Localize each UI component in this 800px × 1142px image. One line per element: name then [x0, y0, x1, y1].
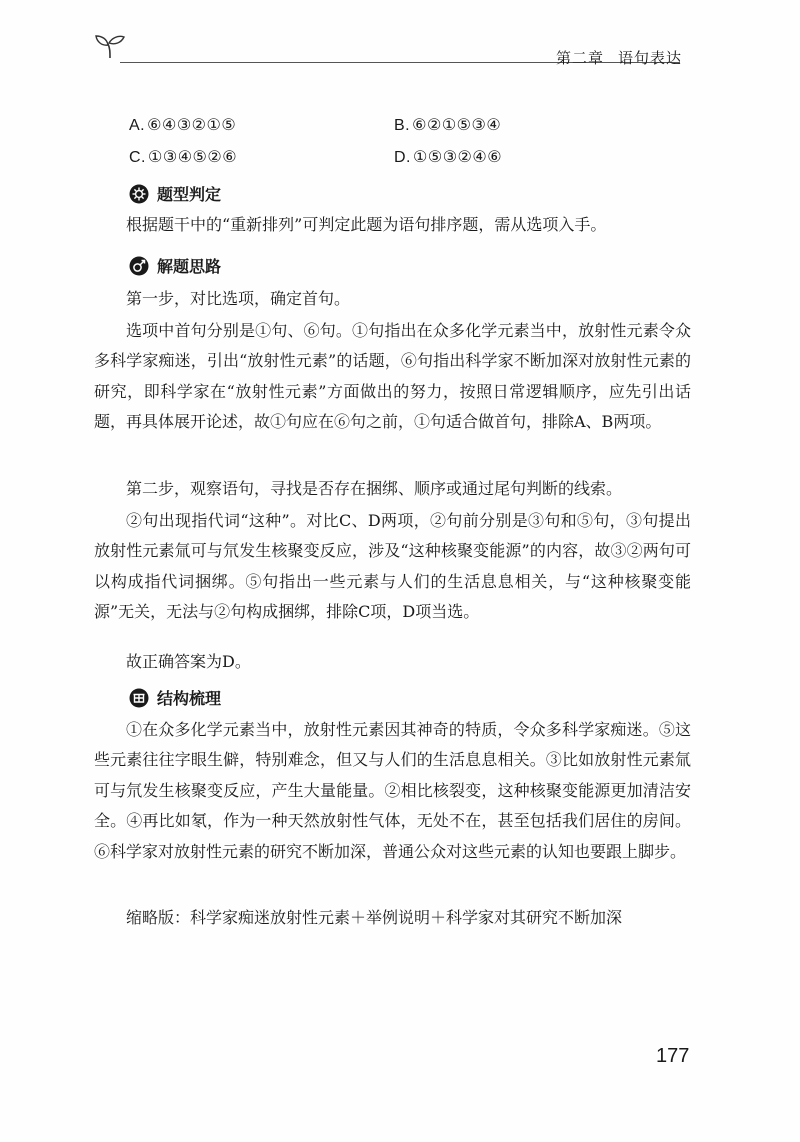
section-title: 题型判定 — [157, 185, 222, 204]
solution-paragraph: ②句出现指代词“这种”。对比C、D两项，②句前分别是③句和⑤句，③句提出放射性元素氚可与氘发生核聚变反应，涉及“这种核聚变能源”的内容，故③②两句可以构成指代词捆绑。⑤句指出一些元素与人们的生活息息相关，与“这种核聚变能源”无关，无法与②句构成捆绑，排除C项，D项当选。 — [94, 511, 691, 622]
option-value: ⑥②①⑤③④ — [412, 115, 502, 134]
option-label: B. — [394, 117, 411, 134]
structure-summary: 缩略版：科学家痴迷放射性元素＋举例说明＋科学家对其研究不断加深 — [126, 908, 623, 927]
section-heading-structure — [129, 686, 221, 709]
section-heading-type-judgment — [129, 182, 221, 205]
section-title: 结构梳理 — [157, 689, 222, 708]
running-header — [556, 47, 682, 68]
chapter-title: 语句表达 — [618, 49, 683, 67]
solution-paragraph: 第一步，对比选项，确定首句。 — [126, 289, 351, 308]
type-judgment-text: 根据题干中的“重新排列”可判定此题为语句排序题，需从选项入手。 — [126, 215, 607, 234]
section-title: 解题思路 — [157, 257, 222, 276]
compass-icon — [129, 256, 149, 276]
chapter-number: 第二章 — [556, 49, 605, 67]
option-d — [394, 147, 502, 167]
solution-paragraph: 故正确答案为D。 — [126, 652, 251, 671]
option-label: D. — [394, 149, 411, 166]
option-value: ①⑤③②④⑥ — [413, 147, 503, 166]
structure-paragraph: ①在众多化学元素当中，放射性元素因其神奇的特质，令众多科学家痴迷。⑤这些元素往往字眼生僻，特别难念，但又与人们的生活息息相关。③比如放射性元素氚可与氘发生核聚变反应，产生大量能量。②相比核裂变，这种核聚变能源更加清洁安全。④再比如氡，作为一种天然放射性气体，无处不在，甚至包括我们居住的房间。⑥科学家对放射性元素的研究不断加深，普通公众对这些元素的认知也要跟上脚步。 — [94, 720, 691, 861]
option-value: ①③④⑤②⑥ — [148, 147, 238, 166]
solution-paragraph: 选项中首句分别是①句、⑥句。①句指出在众多化学元素当中，放射性元素令众多科学家痴迷，引出“放射性元素”的话题，⑥句指出科学家不断加深对放射性元素的研究，即科学家在“放射性元素”方面做出的努力，按照日常逻辑顺序，应先引出话题，再具体展开论述，故①句应在⑥句之前，①句适合做首句，排除A、B两项。 — [94, 321, 691, 432]
option-label: C. — [129, 149, 146, 166]
gear-icon — [129, 184, 149, 204]
section-heading-solution — [129, 254, 221, 277]
sprout-icon — [94, 34, 126, 60]
page-number: 177 — [656, 1045, 690, 1067]
option-c — [129, 147, 237, 167]
option-b — [394, 115, 501, 135]
option-a — [129, 115, 236, 135]
option-label: A. — [129, 117, 146, 134]
option-value: ⑥④③②①⑤ — [147, 115, 237, 134]
solution-paragraph: 第二步，观察语句，寻找是否存在捆绑、顺序或通过尾句判断的线索。 — [126, 479, 623, 498]
book-icon — [129, 688, 149, 708]
